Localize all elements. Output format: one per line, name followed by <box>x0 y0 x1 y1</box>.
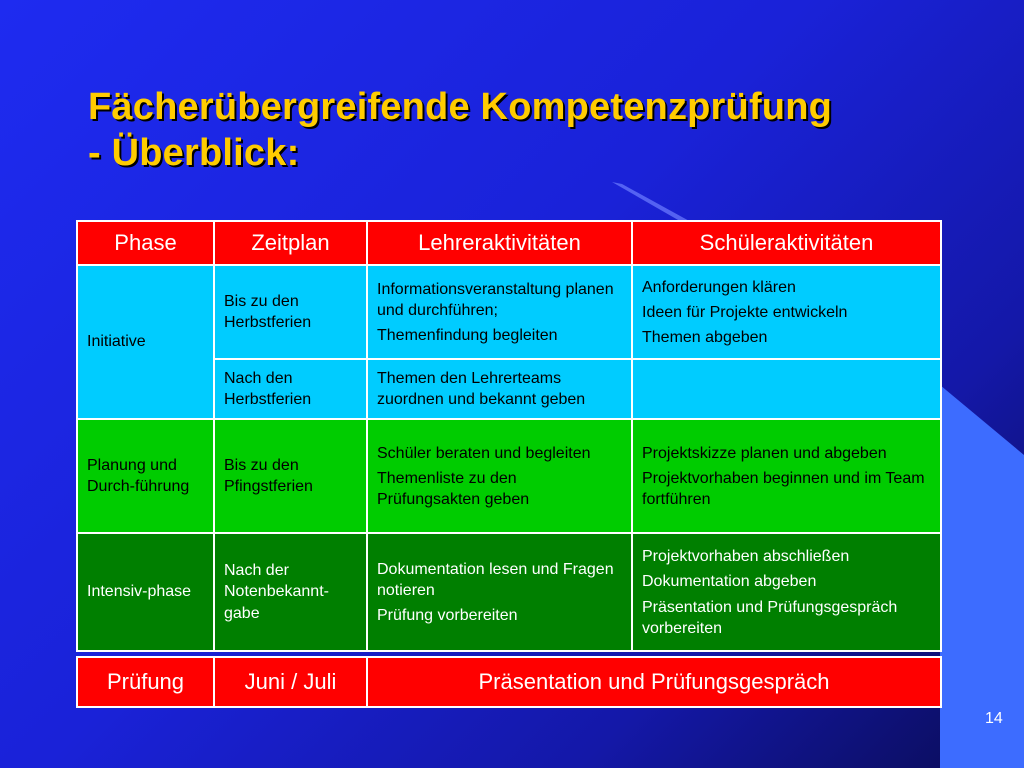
lehrer-line: Prüfung vorbereiten <box>377 607 518 625</box>
lehrer-initiative-2: Themen den Lehrerteams zuordnen und bekannt geben <box>367 359 632 419</box>
header-phase: Phase <box>77 221 214 265</box>
zeitplan-intensiv: Nach der Notenbekannt-gabe <box>214 533 367 651</box>
exam-phase: Prüfung <box>77 657 214 707</box>
lehrer-planung <box>367 419 632 533</box>
schueler-initiative-1 <box>632 265 941 359</box>
phase-intensiv: Intensiv-phase <box>77 533 214 651</box>
header-lehreraktivitaeten: Lehreraktivitäten <box>367 221 632 265</box>
page-number: 14 <box>985 710 1003 727</box>
schueler-planung <box>632 419 941 533</box>
row-intensiv <box>77 533 941 651</box>
schueler-line: Präsentation und Prüfungsgespräch vorbereiten <box>642 598 898 637</box>
zeitplan-initiative-1: Bis zu den Herbstferien <box>214 265 367 359</box>
phase-initiative: Initiative <box>77 265 214 419</box>
title-line-1: Fächerübergreifende Kompetenzprüfung <box>88 86 833 128</box>
slide-title <box>88 84 832 176</box>
schueler-line: Dokumentation abgeben <box>642 573 817 591</box>
exam-table <box>76 656 942 708</box>
schueler-line: Projektskizze planen und abgeben <box>642 444 887 462</box>
zeitplan-initiative-2: Nach den Herbstferien <box>214 359 367 419</box>
schueler-line: Projektvorhaben beginnen und im Team fortführen <box>642 469 925 509</box>
lehrer-line: Dokumentation lesen und Fragen notieren <box>377 560 614 599</box>
exam-zeitplan: Juni / Juli <box>214 657 367 707</box>
zeitplan-planung: Bis zu den Pfingstferien <box>214 419 367 533</box>
title-line-2: - Überblick: <box>88 132 300 174</box>
lehrer-initiative-1 <box>367 265 632 359</box>
header-zeitplan: Zeitplan <box>214 221 367 265</box>
schueler-line: Themen abgeben <box>642 329 768 347</box>
lehrer-line: Themenliste zu den Prüfungsakten geben <box>377 469 530 509</box>
lehrer-intensiv <box>367 533 632 651</box>
schueler-line: Anforderungen klären <box>642 278 796 296</box>
header-schueleraktivitaeten: Schüleraktivitäten <box>632 221 941 265</box>
schueler-line: Ideen für Projekte entwickeln <box>642 303 848 321</box>
decorative-triangle <box>940 385 1024 768</box>
lehrer-line: Themenfindung begleiten <box>377 327 558 345</box>
schueler-line: Projektvorhaben abschließen <box>642 548 850 566</box>
phase-planung: Planung und Durch-führung <box>77 419 214 533</box>
overview-table <box>76 220 942 652</box>
exam-row <box>77 657 941 707</box>
lehrer-line: Schüler beraten und begleiten <box>377 444 591 462</box>
schueler-intensiv <box>632 533 941 651</box>
schueler-initiative-2 <box>632 359 941 419</box>
row-planung <box>77 419 941 533</box>
header-row <box>77 221 941 265</box>
row-initiative-1 <box>77 265 941 359</box>
lehrer-line: Informationsveranstaltung planen und durchführen; <box>377 280 614 319</box>
exam-activity: Präsentation und Prüfungsgespräch <box>367 657 941 707</box>
